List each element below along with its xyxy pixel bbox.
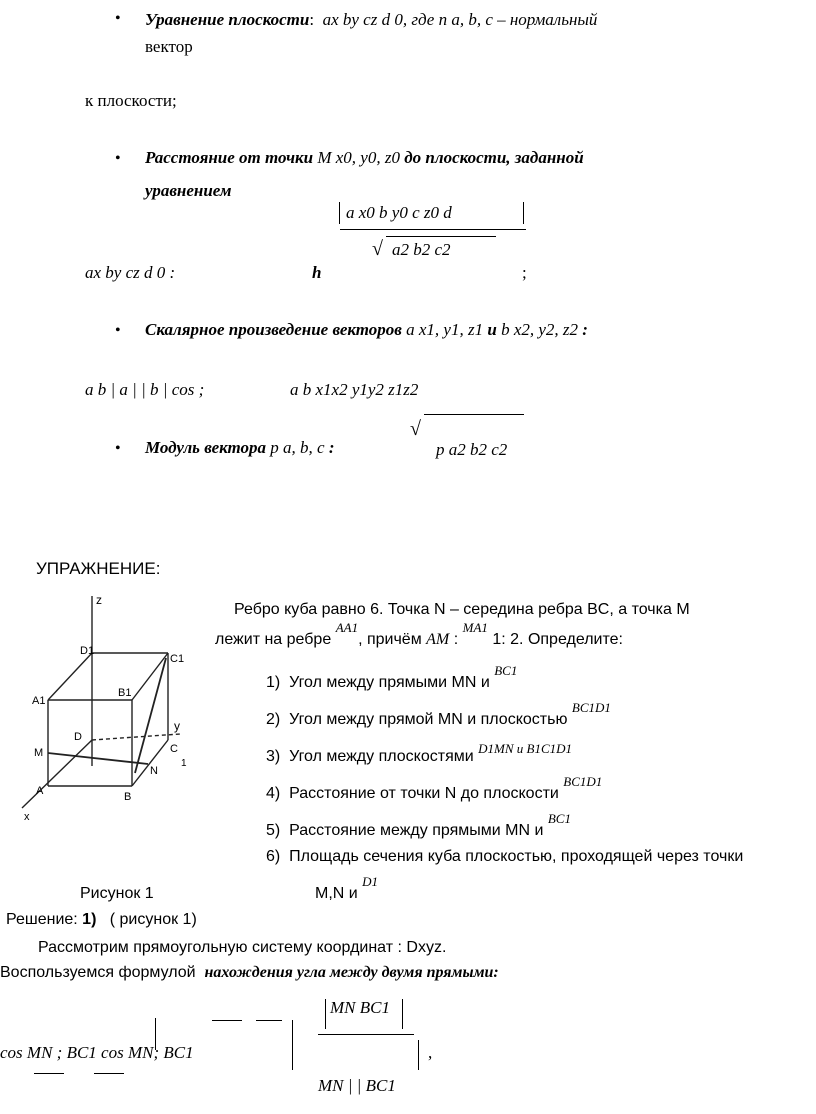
- item-extra: BC1D1: [563, 774, 603, 789]
- fraction-bar: [318, 1034, 414, 1035]
- sqrt-bar: [386, 236, 496, 237]
- ratio: 1: 2. Определите:: [492, 631, 623, 648]
- item-2: [266, 700, 611, 729]
- item-text: Площадь сечения куба плоскостью, проходящей через точки: [289, 848, 744, 865]
- label-c: C: [170, 743, 178, 755]
- label-one: 1: [181, 758, 187, 769]
- intro2b: , причём: [358, 631, 422, 648]
- abs-bar: [418, 1040, 419, 1070]
- item-num: 6): [266, 848, 281, 865]
- cube-figure: [20, 588, 200, 823]
- plane-line: [145, 10, 597, 30]
- item-1: [266, 663, 518, 692]
- item-text: Расстояние от точки N до плоскости: [289, 785, 559, 802]
- solution-label: Решение:: [6, 911, 78, 928]
- num-bar-left: [325, 999, 326, 1029]
- intro2a: лежит на ребре: [215, 631, 332, 648]
- label-a: A: [36, 785, 44, 797]
- label-b: B: [124, 791, 132, 803]
- solution-denominator: MN | | BC1: [318, 1076, 396, 1095]
- label-a1: A1: [32, 695, 46, 707]
- item-4: [266, 774, 603, 803]
- distance-numerator: a x0 b y0 c z0 d: [346, 203, 452, 222]
- ratio-colon: :: [453, 631, 459, 648]
- label-c1: C1: [170, 653, 185, 665]
- aa1: AA1: [335, 620, 359, 635]
- figure-caption: Рисунок 1: [80, 885, 154, 902]
- vec-bar: [94, 1073, 124, 1074]
- fraction-bar: [340, 229, 526, 230]
- dot-and: и: [487, 320, 497, 339]
- abs-bar-left: [339, 202, 340, 224]
- item-text: Угол между плоскостями: [289, 748, 474, 765]
- item-extra: BC1: [547, 811, 571, 826]
- solution-lhs: cos MN ; BC1 cos MN; BC1: [0, 1043, 194, 1062]
- distance-denominator: a2 b2 c2: [392, 240, 451, 259]
- solution-step: 1): [82, 911, 97, 928]
- solution-comma: ,: [428, 1043, 433, 1062]
- dot-vec-b: b x2, y2, z2: [501, 320, 579, 339]
- y-axis: [92, 734, 180, 740]
- item-5: [266, 811, 571, 840]
- distance-point: M x0, y0, z0: [317, 148, 400, 167]
- solution-line2a: Воспользуемся формулой: [0, 964, 196, 981]
- vec-bar: [256, 1020, 282, 1021]
- distance-title: Расстояние от точки: [145, 148, 314, 167]
- exercise-intro2: [215, 620, 623, 649]
- sqrt-sign: √: [372, 238, 383, 260]
- mod-line: [145, 438, 335, 458]
- solution-line2b: нахождения угла между двумя прямыми:: [204, 964, 499, 981]
- mod-title: Модуль вектора: [145, 438, 267, 457]
- num-bar-right: [402, 999, 403, 1029]
- item-num: 3): [266, 748, 281, 765]
- label-d1: D1: [80, 645, 95, 657]
- mod-sqrt-sign: √: [410, 418, 421, 440]
- bullet: •: [115, 150, 121, 167]
- mod-expr: p a2 b2 c2: [436, 440, 508, 459]
- item-num: 1): [266, 674, 281, 691]
- plane-title: Уравнение плоскости: [145, 10, 310, 29]
- label-n: N: [150, 765, 158, 777]
- distance-h: h: [312, 263, 322, 282]
- dot-line: [145, 320, 588, 340]
- distance-semicolon: ;: [522, 263, 527, 282]
- solution-line1: Рассмотрим прямоугольную систему координат : Dxyz.: [38, 939, 447, 956]
- last-point: D1: [362, 874, 379, 889]
- plane-equation: ax by cz d 0, где n a, b, c – нормальный: [322, 10, 598, 29]
- item-text: Угол между прямой MN и плоскостью: [289, 711, 568, 728]
- dot-expr1: a b | a | | b | cos ;: [85, 380, 205, 399]
- ma1: MA1: [462, 620, 488, 635]
- bullet: •: [115, 10, 121, 27]
- item-text: Расстояние между прямыми MN и: [289, 822, 544, 839]
- abs-bar: [292, 1020, 293, 1070]
- dot-expr2: a b x1x2 y1y2 z1z2: [290, 380, 419, 399]
- item-num: 2): [266, 711, 281, 728]
- item-6: [266, 848, 743, 866]
- exercise-intro1: Ребро куба равно 6. Точка N – середина ребра BC, а точка M: [234, 601, 690, 618]
- bullet: •: [115, 440, 121, 457]
- plane-cont2: к плоскости;: [85, 91, 177, 110]
- mod-sqrt-bar: [424, 414, 524, 415]
- item-text: Угол между прямыми MN и: [289, 674, 490, 691]
- item-num: 5): [266, 822, 281, 839]
- bullet: •: [115, 322, 121, 339]
- vec-bar: [34, 1073, 64, 1074]
- last-line: [315, 874, 379, 903]
- am: AM: [426, 631, 450, 648]
- item-num: 4): [266, 785, 281, 802]
- abs-bar-right: [523, 202, 524, 224]
- item-extra: BC1D1: [571, 700, 611, 715]
- last-line-text: M,N и: [315, 885, 358, 902]
- dot-title: Скалярное произведение векторов: [145, 320, 402, 339]
- solution-ref: ( рисунок 1): [109, 911, 197, 928]
- vec-bar: [212, 1020, 242, 1021]
- label-x: x: [24, 811, 30, 823]
- label-b1: B1: [118, 687, 132, 699]
- distance-cont: уравнением: [145, 181, 232, 200]
- x-axis: [22, 740, 92, 808]
- label-y: y: [174, 719, 180, 733]
- segment-mn: [48, 753, 148, 764]
- item-extra: BC1: [494, 663, 518, 678]
- mod-colon: :: [328, 438, 335, 457]
- item-extra: D1MN и B1C1D1: [478, 741, 573, 756]
- mod-vec-p: p a, b, c: [270, 438, 325, 457]
- distance-line: [145, 148, 584, 168]
- label-z: z: [96, 593, 102, 607]
- plane-colon: :: [309, 10, 315, 29]
- solution-header: [6, 911, 197, 929]
- exercise-heading: УПРАЖНЕНИЕ:: [36, 559, 161, 578]
- label-d: D: [74, 731, 82, 743]
- distance-tail: до плоскости, заданной: [404, 148, 584, 167]
- plane-cont1: вектор: [145, 37, 193, 56]
- item-3: [266, 741, 573, 766]
- distance-equation: ax by cz d 0 :: [85, 263, 176, 282]
- dot-vec-a: a x1, y1, z1: [406, 320, 484, 339]
- solution-numerator: MN BC1: [330, 998, 390, 1017]
- label-m: M: [34, 747, 44, 759]
- dot-colon: :: [582, 320, 588, 339]
- solution-line2: [0, 964, 499, 982]
